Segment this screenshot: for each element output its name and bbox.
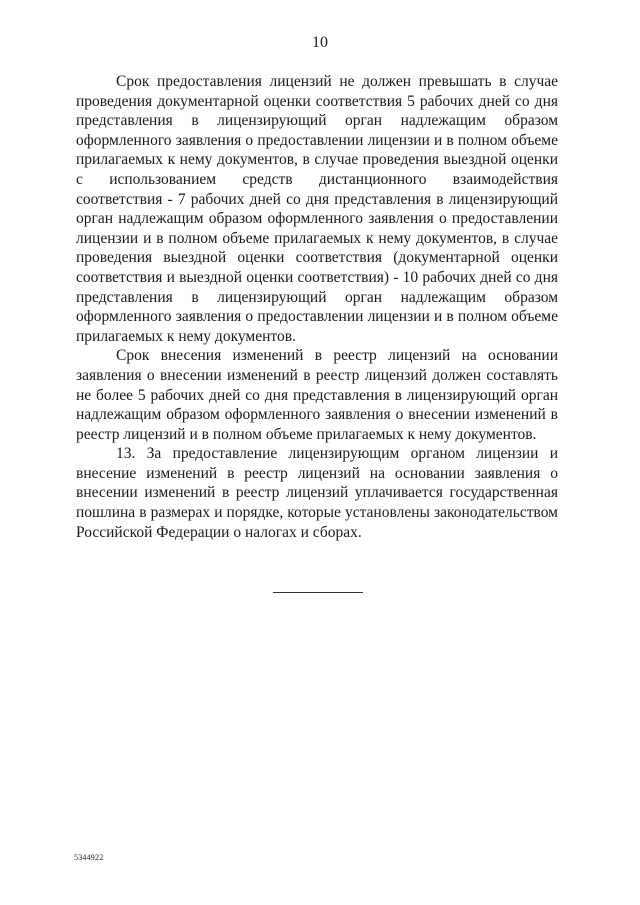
paragraph-licensing-terms: Срок предоставления лицензий не должен превышать в случае проведения документарной оценки соответствия 5 рабочих дней со дня представления в лицензирующий орган надлежащим образом оформленного заявления о предоставлении лицензии и в полном объеме прилагаемых к нему документов, в случае проведения выездной оценки с использованием средств дистанционного взаимодействия соответствия - 7 рабочих дней со дня представления в лицензирующий орган надлежащим образом оформленного заявления о предоставлении лицензии и в полном объеме прилагаемых к нему документов, в случае проведения выездной оценки соответствия (документарной оценки соответствия и выездной оценки соответствия) - 10 рабочих дней со дня представления в лицензирующий орган надлежащим образом оформленного заявления о предоставлении лицензии и в полном объеме прилагаемых к нему документов.	[76, 73, 558, 345]
paragraph-registry-changes-term: Срок внесения изменений в реестр лицензий на основании заявления о внесении изменений в реестр лицензий должен составлять не более 5 рабочих дней со дня представления в лицензирующий орган надлежащим образом оформленного заявления о внесении изменений в реестр лицензий и в полном объеме прилагаемых к нему документов.	[76, 347, 558, 443]
paragraph-state-duty: 13. За предоставление лицензирующим органом лицензии и внесение изменений в реестр лицензий на основании заявления о внесении изменений в реестр лицензий уплачивается государственная пошлина в размерах и порядке, которые установлены законодательством Российской Федерации о налогах и сборах.	[76, 445, 558, 541]
document-body	[76, 72, 558, 542]
document-code: 5344922	[74, 853, 104, 862]
end-separator-line	[273, 592, 363, 593]
page-number: 10	[312, 34, 328, 51]
